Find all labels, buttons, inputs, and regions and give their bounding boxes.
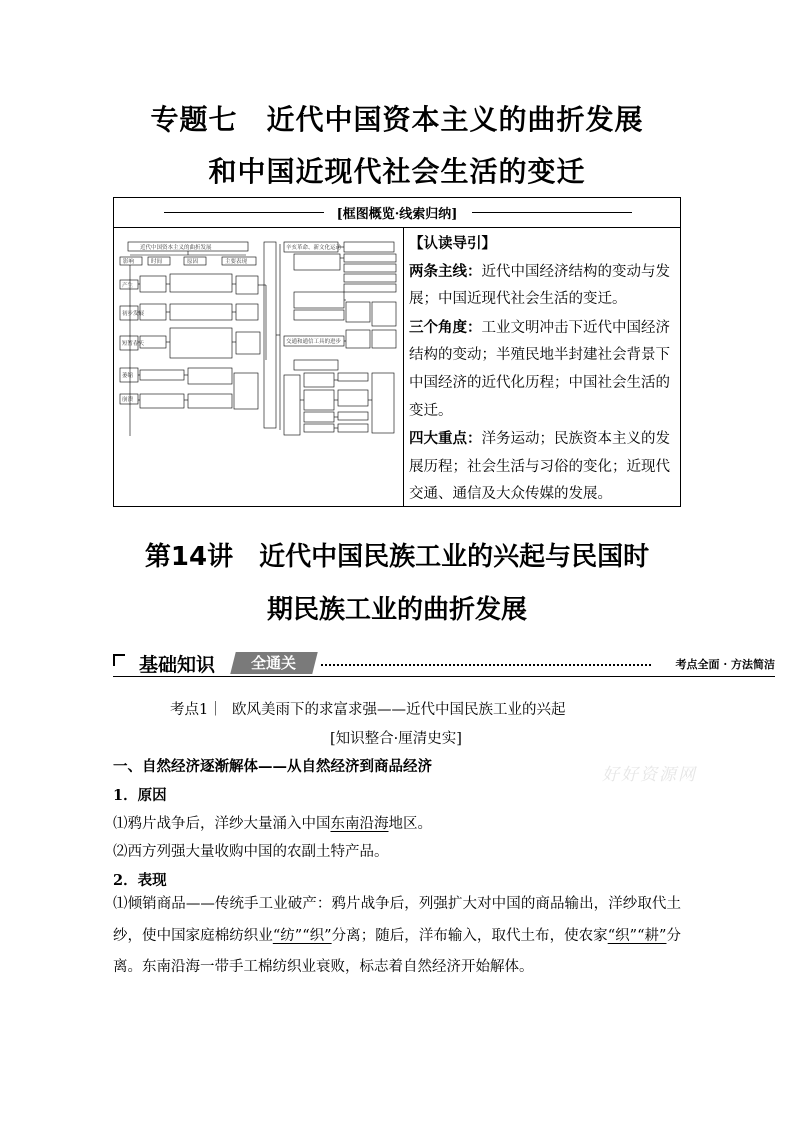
mindmap-svg [118, 240, 398, 500]
overview-header-text: [框图概览·线索归纳] [336, 207, 458, 222]
performance-text-1: ⑴倾销商品——传统手工业破产：鸦片战争后，列强扩大对中国的商品输出，洋纱取代土纱，使中国家庭棉纺织业 [113, 896, 681, 944]
mm-node-performance: 主要表现 [225, 259, 248, 265]
topic-title-line1: 专题七 近代中国资本主义的曲折发展 [150, 103, 644, 136]
mm-node-time: 时间 [151, 259, 163, 265]
mm-node-effect: 影响 [123, 259, 135, 265]
section-tag [230, 652, 317, 674]
mm-left-title: 近代中国资本主义的曲折发展 [140, 245, 212, 251]
section-tag-text: 全通关 [251, 654, 297, 672]
kaodian-subtitle: [知识整合·厘清史实] [330, 731, 462, 747]
kaodian-title: 欧风美雨下的求富求强——近代中国民族工业的兴起 [232, 702, 566, 718]
lesson-title-line2: 期民族工业的曲折发展 [266, 595, 527, 625]
cause-item-2: ⑵西方列强大量收购中国的农副土特产品。 [113, 844, 389, 860]
topic-title-line2: 和中国近现代社会生活的变迁 [208, 155, 586, 188]
performance-paragraph [113, 889, 681, 984]
performance-text-2: 分离；随后，洋布输入，取代土布，使农家 [331, 927, 608, 944]
cause-heading: 1．原因 [113, 787, 167, 804]
guide-heading: 【认读导引】 [409, 235, 496, 252]
cause-item-1 [113, 809, 681, 839]
section-title: 基础知识 [139, 654, 216, 676]
section1-heading: 一、自然经济逐渐解体——从自然经济到商品经济 [113, 758, 432, 775]
mindmap-diagram [118, 240, 398, 500]
mm-node-short-spring: 短暂春天 [122, 341, 145, 347]
section-dotted-rule [321, 664, 651, 666]
overview-divider [403, 228, 404, 507]
cause-item-1-text: ⑴鸦片战争后，洋纱大量涌入中国 [113, 816, 331, 832]
kaodian-number: 考点1｜ [170, 702, 223, 718]
mm-node-transport-comm: 交通和通信工具的进步 [286, 339, 342, 345]
mm-node-emerge: 产生 [122, 283, 134, 289]
performance-heading: 2．表现 [113, 872, 167, 889]
guide-main-lines [409, 258, 679, 314]
guide-label-lines: 两条主线： [409, 262, 482, 280]
mm-node-initial-dev: 初步发展 [122, 311, 145, 317]
guide-three-angles [409, 314, 679, 425]
mm-node-collapse: 崩溃 [122, 397, 134, 403]
guide-text-angles: 工业文明冲击下近代中国经济结构的变动；半殖民地半封建社会背景下中国经济的近代化历程；中国社会生活的变迁。 [409, 319, 670, 419]
guide-label-focus: 四大重点： [409, 430, 482, 448]
mm-node-shrink: 萎缩 [122, 373, 134, 379]
section-bottom-line [113, 676, 775, 677]
guide-label-angles: 三个角度： [409, 318, 482, 336]
cause-item-1-tail: 地区。 [388, 816, 432, 832]
reading-guide [409, 230, 679, 509]
guide-text-focus: 洋务运动；民族资本主义的发展历程；社会生活与习俗的变化；近现代交通、通信及大众传媒的发展。 [409, 431, 670, 503]
guide-four-focus [409, 425, 679, 509]
kaodian-line [170, 698, 566, 719]
overview-header [114, 198, 680, 228]
section-subtitle: 考点全面 · 方法简洁 [672, 656, 776, 672]
section-bar [113, 650, 775, 678]
watermark: 好好资源网 [602, 765, 697, 785]
section-corner-mark [113, 654, 125, 666]
mm-node-revolution: 辛亥革命、新文化运动 [286, 245, 342, 251]
guide-text-lines: 近代中国经济结构的变动与发展；中国近现代社会生活的变迁。 [409, 263, 670, 308]
cause-item-1-keyword: 东南沿海 [330, 816, 389, 832]
overview-box [113, 197, 681, 507]
performance-keyword-2: “织”“耕” [607, 927, 667, 944]
performance-text-3: 分离。东南沿海一带手工棉纺织业衰败，标志着自然经济开始解体。 [113, 927, 682, 975]
lesson-title-line1: 第14讲 近代中国民族工业的兴起与民国时 [144, 542, 650, 572]
mm-node-cause: 原因 [187, 259, 199, 265]
performance-keyword-1: “纺”“织” [272, 927, 332, 944]
